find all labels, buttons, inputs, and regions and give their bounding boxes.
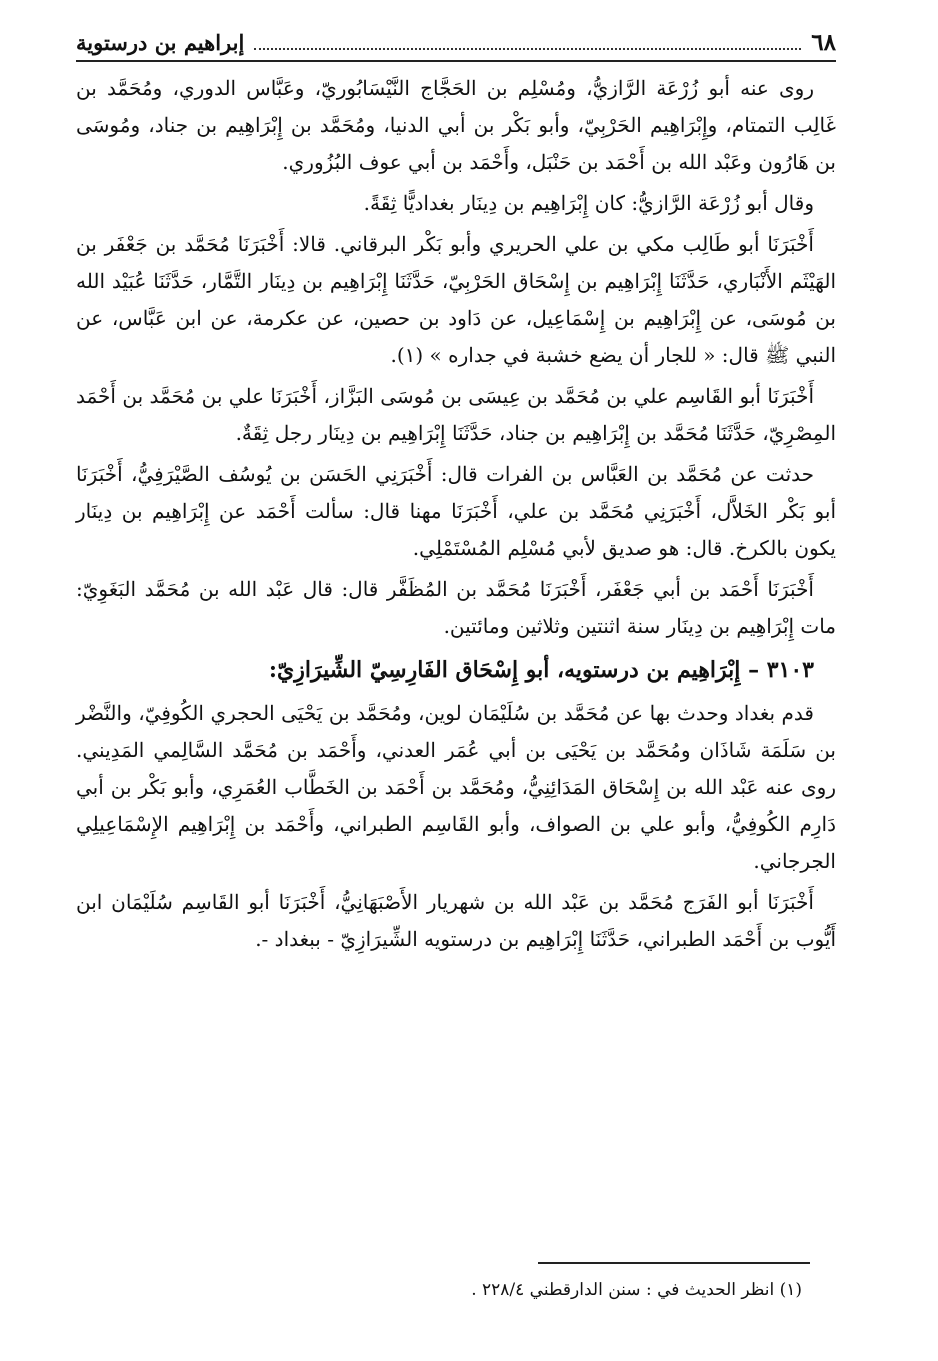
header-dot-leader bbox=[254, 48, 801, 50]
report-paragraph: أَخْبَرَنَا أبو القَاسِم علي بن مُحَمَّد بن عِيسَى بن مُوسَى البَزَّاز، أَخْبَرَنَا علي بن مُحَمَّد بن أَحْمَد المِصْرِيّ، حَدَّثَنَا مُحَمَّد بن إِبْرَاهِيم بن جناد، حَدَّثَنَا إِبْرَاهِيم بن دِينَار رجل ثِقَةٌ. bbox=[76, 384, 836, 445]
footnote: (١) انظر الحديث في : سنن الدارقطني ٢٢٨/٤ . bbox=[471, 1280, 802, 1300]
footnote-divider bbox=[538, 1262, 810, 1264]
entry-paragraph: قدم بغداد وحدث بها عن مُحَمَّد بن سُلَيْمَان لوين، ومُحَمَّد بن يَحْيَى الحجري الكُوفِيّ، والنَّضْر بن سَلَمَة شَاذَان ومُحَمَّد بن يَحْيَى بن أبي عُمَر العدني، وأَحْمَد بن مُحَمَّد السَّالِمي المَدِيني. روى عنه عَبْد الله بن إِسْحَاق المَدَائِنِيُّ، ومُحَمَّد بن أَحْمَد بن الخَطَّاب العُمَرِي، وأبو بَكْر بن أبي دَارِم الكُوفِيُّ، وأبو علي بن الصواف، وأبو القَاسِم الطبراني، وأَحْمَد بن إِبْرَاهِيم الإِسْمَاعِيلِي الجرجاني. bbox=[76, 701, 836, 873]
death-date-paragraph: أَخْبَرَنَا أَحْمَد بن أبي جَعْفَر، أَخْبَرَنَا مُحَمَّد بن المُظَفَّر قال: قال عَبْد الله بن مُحَمَّد البَغَوِيّ: مات إِبْرَاهِيم بن دِينَار سنة اثنتين وثلاثين ومائتين. bbox=[76, 577, 836, 638]
entry-paragraph: أَخْبَرَنَا أبو الفَرَج مُحَمَّد بن عَبْد الله بن شهريار الأَصْبَهَانِيُّ، أَخْبَرَنَا أبو القَاسِم سُلَيْمَان ابن أَيُّوب بن أَحْمَد الطبراني، حَدَّثَنَا إِبْرَاهِيم بن درستويه الشِّيرَازِيّ - ببغداد -. bbox=[76, 890, 836, 951]
running-title: إبراهيم بن درستوية bbox=[76, 30, 245, 55]
page-number: ٦٨ bbox=[811, 29, 836, 56]
trustworthiness-paragraph: وقال أبو زُرْعَة الرَّازيُّ: كان إِبْرَاهِيم بن دِينَار بغداديًّا ثِقَةً. bbox=[363, 191, 814, 215]
entry-heading: ٣١٠٣ – إِبْرَاهِيم بن درستويه، أبو إِسْحَاق الفَارِسِيّ الشِّيرَازِيّ: bbox=[268, 657, 814, 683]
question-paragraph: حدثت عن مُحَمَّد بن العَبَّاس بن الفرات قال: أَخْبَرَنِي الحَسَن بن يُوسُف الصَّيْرَفِيُّ، أَخْبَرَنَا أبو بَكْر الخَلاَّل، أَخْبَرَنِي مُحَمَّد بن علي، أَخْبَرَنَا مهنا قال: سألت أَحْمَد عن إِبْرَاهِيم بن دِينَار يكون بالكرخ. قال: هو صديق لأبي مُسْلِم المُسْتَمْلِي. bbox=[76, 462, 836, 560]
narrators-paragraph: روى عنه أبو زُرْعَة الرَّازيُّ، ومُسْلِم بن الحَجَّاج النَّيْسَابُوريّ، وعَبَّاس الدوري، ومُحَمَّد بن غَالِب التمتام، وإِبْرَاهِيم الحَرْبِيّ، وأبو بَكْر بن أبي الدنيا، ومُحَمَّد بن إِبْرَاهِيم بن جناد، ومُوسَى بن هَارُون وعَبْد الله بن أَحْمَد بن حَنْبَل، وأَحْمَد بن أبي عوف البُزُوري. bbox=[76, 76, 836, 174]
hadith-chain-paragraph: أَخْبَرَنَا أبو طَالِب مكي بن علي الحريري وأبو بَكْر البرقاني. قالا: أَخْبَرَنَا مُحَمَّد بن جَعْفَر بن الهَيْثَم الأَنْبَاري، حَدَّثَنَا إِبْرَاهِيم بن إِسْحَاق الحَرْبِيّ، حَدَّثَنَا إِبْرَاهِيم بن دِينَار التَّمَّار، حَدَّثَنَا عُبَيْد الله بن مُوسَى، عن إِبْرَاهِيم بن إِسْمَاعِيل، عن دَاود بن حصين، عن عكرمة، عن ابن عَبَّاس، عن النبي ﷺ قال: « للجار أن يضع خشبة في جداره » (١). bbox=[76, 232, 836, 367]
page-header bbox=[76, 28, 836, 62]
